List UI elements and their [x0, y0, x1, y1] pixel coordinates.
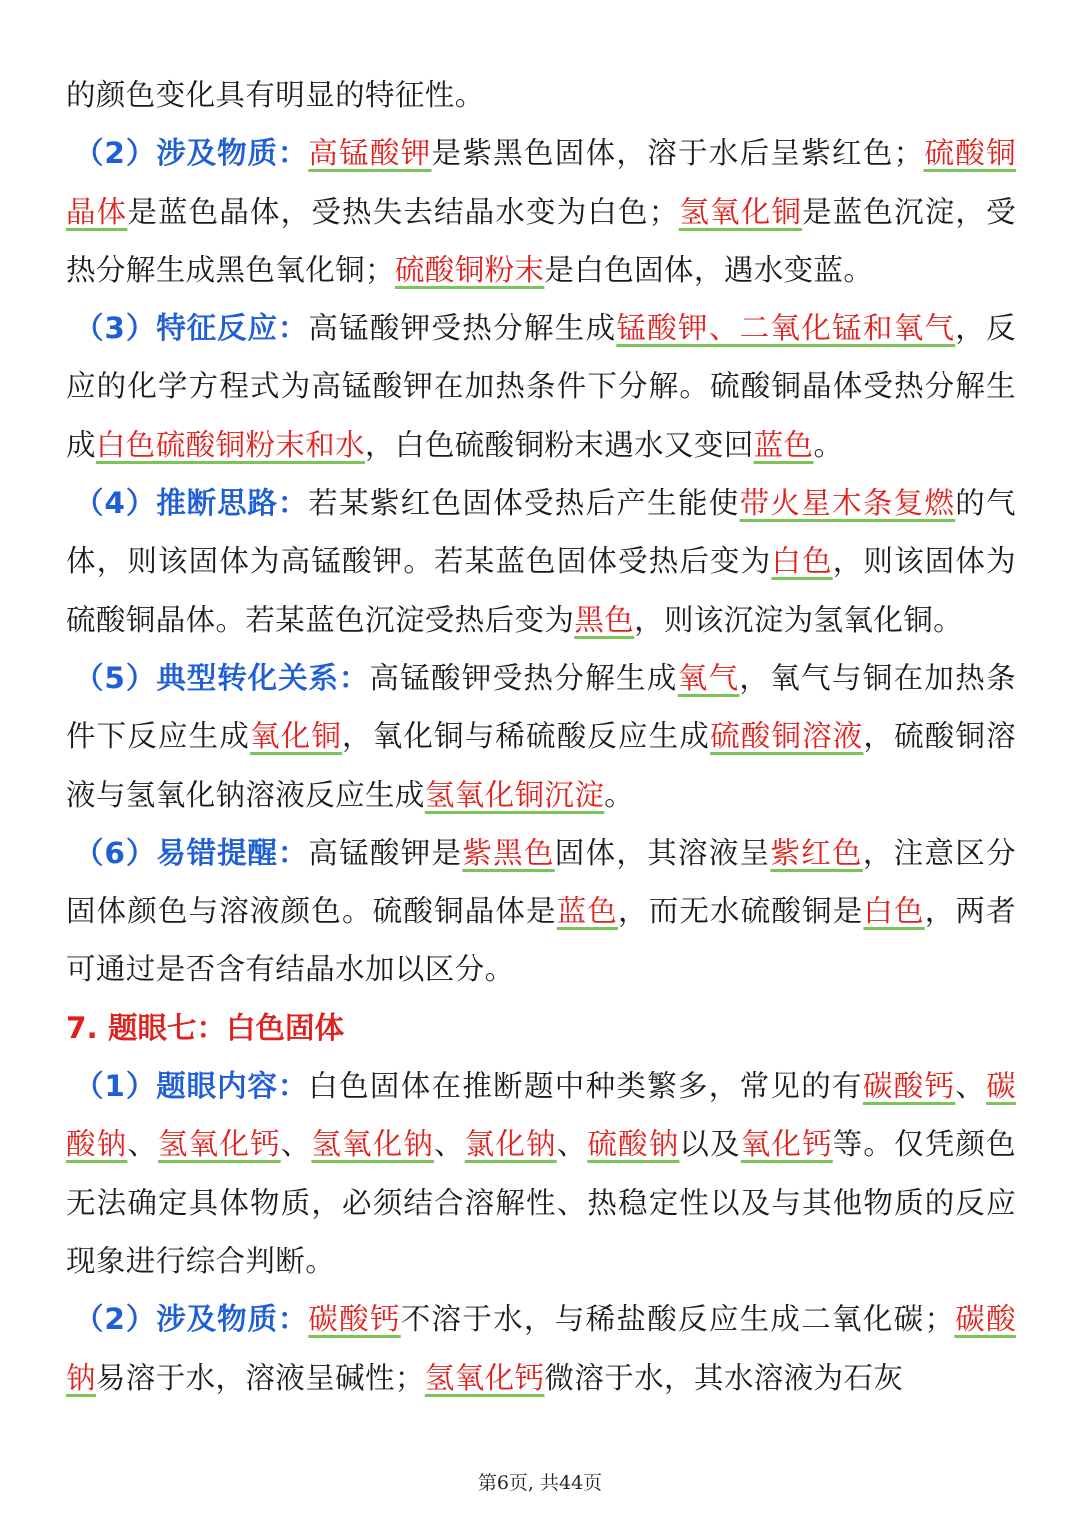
highlighted-term: 氧化铜 — [250, 719, 343, 754]
separator: 、 — [280, 1127, 312, 1162]
highlighted-term: 锰酸钾、二氧化锰和氧气 — [616, 311, 956, 346]
paragraph-text: 是白色固体，遇水变蓝。 — [544, 252, 874, 287]
highlighted-term: 氢氧化铜 — [678, 194, 803, 229]
highlighted-term: 氧化钙 — [740, 1127, 833, 1162]
paragraph-text: 的颜色变化具有明显的特征性。 — [66, 78, 485, 112]
paragraph-substances — [66, 124, 1016, 299]
paragraph-inference — [66, 474, 1016, 649]
item-label: （2）涉及物质： — [74, 1302, 309, 1337]
paragraph-reactions — [66, 299, 1016, 474]
paragraph-text: 微溶于水，其水溶液为石灰 — [544, 1360, 904, 1395]
paragraph-text: ，白色硫酸铜粉末遇水又变回 — [365, 427, 754, 462]
highlighted-term: 硫酸钠 — [587, 1127, 680, 1162]
paragraph-text: 高锰酸钾受热分解生成 — [369, 660, 678, 695]
highlighted-term: 蓝色 — [556, 894, 619, 929]
paragraph-text: 不溶于水，与稀盐酸反应生成二氧化碳； — [400, 1302, 955, 1337]
highlighted-term: 氢氧化钙 — [158, 1127, 281, 1162]
highlighted-term: 紫红色 — [770, 835, 863, 870]
separator: 、 — [556, 1127, 588, 1162]
paragraph-text: 固体，其溶液呈 — [554, 835, 771, 870]
highlighted-term: 白色 — [863, 894, 925, 929]
highlighted-term: 白色硫酸铜粉末和水 — [95, 427, 366, 462]
paragraph-white-substances — [66, 1290, 1016, 1407]
paragraph-text: 若某紫红色固体受热后产生能使 — [308, 486, 740, 521]
highlighted-term: 硫酸铜晶体 — [66, 136, 1016, 229]
item-label: （6）易错提醒： — [74, 835, 309, 870]
paragraph-text: 等。仅凭颜色无法确定具体物质，必须结合溶解性、热稳定性以及与其他物质的反应现象进行综合判断。 — [66, 1127, 1017, 1278]
paragraph-text: ，氧气与铜在加热条件下反应生成 — [66, 660, 1016, 754]
highlighted-term: 黑色 — [574, 602, 635, 637]
paragraph-text: 是蓝色晶体，受热失去结晶水变为白色； — [127, 194, 679, 229]
paragraph-transformations — [66, 649, 1016, 824]
paragraph-text: 高锰酸钾是 — [308, 835, 463, 870]
paragraph-text: ，而无水硫酸铜是 — [618, 894, 864, 929]
highlighted-term: 硫酸铜溶液 — [710, 719, 864, 754]
paragraph-text: ，硫酸铜溶液与氢氧化钠溶液反应生成 — [66, 719, 1016, 812]
paragraph-text: 白色固体在推断题中种类繁多，常见的有 — [308, 1069, 863, 1104]
paragraph-text: ，则该沉淀为氢氧化铜。 — [634, 602, 964, 637]
paragraph-text: 的气体，则该固体为高锰酸钾。若某蓝色固体受热后变为 — [66, 486, 1016, 579]
paragraph-text: 以及 — [679, 1127, 741, 1162]
highlighted-term: 氢氧化铜沉淀 — [424, 777, 605, 812]
highlighted-term: 碳酸钙 — [862, 1069, 956, 1104]
paragraph-text: 高锰酸钾受热分解生成 — [308, 311, 617, 346]
highlighted-term: 蓝色 — [753, 427, 814, 462]
highlighted-term: 硫酸铜粉末 — [394, 252, 545, 287]
section-heading: 7. 题眼七：白色固体 — [66, 1010, 345, 1045]
highlighted-term: 氧气 — [677, 660, 740, 695]
paragraph-text: 易溶于水，溶液呈碱性； — [95, 1360, 425, 1395]
paragraph-continuation — [66, 66, 1016, 124]
paragraph-text: 。 — [813, 427, 844, 462]
paragraph-text: ，反应的化学方程式为高锰酸钾在加热条件下分解。硫酸铜晶体受热分解生成 — [66, 311, 1016, 462]
separator: 、 — [127, 1127, 159, 1162]
item-label: （2）涉及物质： — [74, 136, 309, 171]
highlighted-term: 紫黑色 — [462, 835, 555, 870]
page-number-footer: 第6页, 共44页 — [477, 1472, 603, 1494]
highlighted-term: 高锰酸钾 — [308, 136, 432, 171]
highlighted-term: 碳酸钠 — [66, 1069, 1017, 1162]
highlighted-term: 氢氧化钠 — [311, 1127, 435, 1162]
highlighted-term: 氢氧化钙 — [424, 1360, 545, 1395]
item-label: （5）典型转化关系： — [74, 660, 370, 695]
paragraph-text: ，氧化铜与稀硫酸反应生成 — [342, 719, 711, 754]
highlighted-term: 带火星木条复燃 — [739, 486, 956, 521]
item-label: （1）题眼内容： — [74, 1069, 309, 1104]
highlighted-term: 碳酸钙 — [308, 1302, 401, 1337]
paragraph-pitfalls — [66, 824, 1016, 999]
paragraph-clue-content — [66, 1057, 1016, 1290]
highlighted-term: 氯化钠 — [464, 1127, 557, 1162]
paragraph-text: ，则该固体为硫酸铜晶体。若某蓝色沉淀受热后变为 — [66, 544, 1016, 637]
highlighted-term: 白色 — [771, 544, 833, 579]
highlighted-term: 碳酸钠 — [66, 1302, 1017, 1395]
paragraph-text: ，两者可通过是否含有结晶水加以区分。 — [66, 894, 1016, 987]
item-label: （3）特征反应： — [74, 311, 309, 346]
item-label: （4）推断思路： — [74, 486, 309, 521]
separator: 、 — [434, 1127, 465, 1162]
paragraph-text: 。 — [604, 777, 635, 812]
page-content — [66, 66, 1016, 1407]
separator: 、 — [955, 1069, 987, 1104]
paragraph-text: ，注意区分固体颜色与溶液颜色。硫酸铜晶体是 — [66, 835, 1017, 929]
paragraph-text: 是紫黑色固体，溶于水后呈紫红色； — [431, 136, 924, 171]
paragraph-text: 是蓝色沉淀，受热分解生成黑色氧化铜； — [66, 194, 1016, 287]
